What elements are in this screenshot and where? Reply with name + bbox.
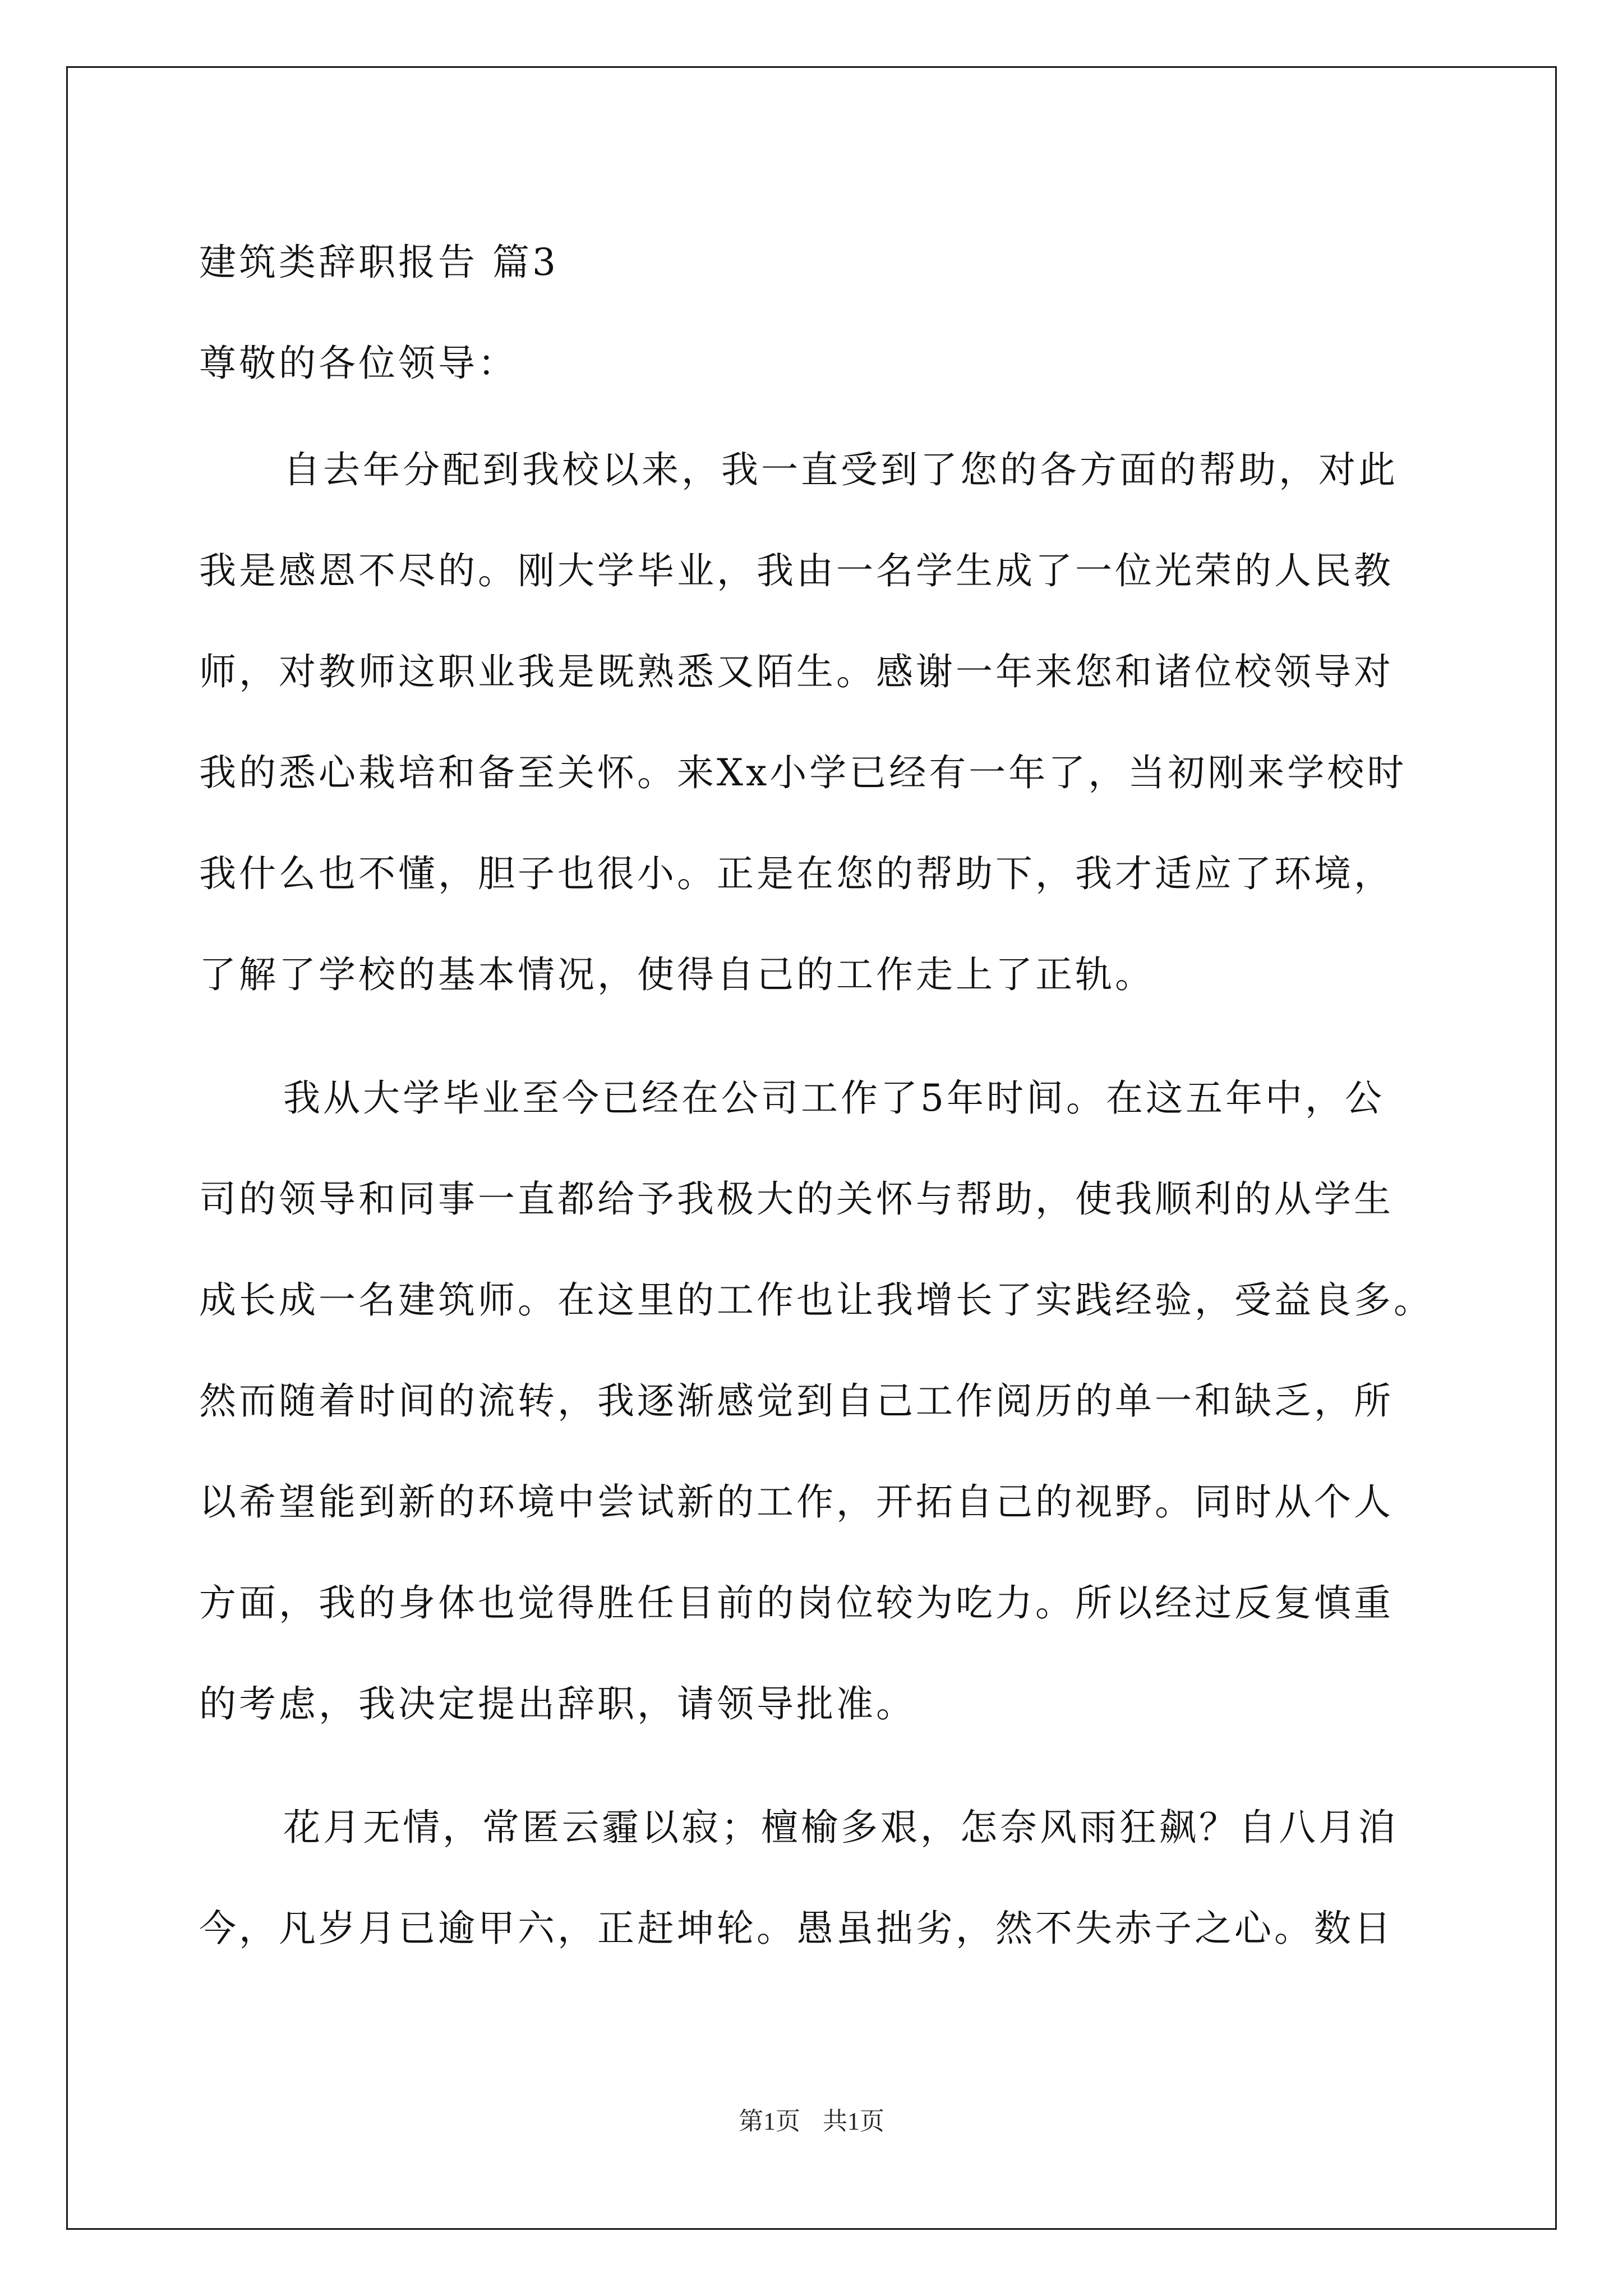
paragraph-line: 然而随着时间的流转，我逐渐感觉到自己工作阅历的单一和缺乏，所 xyxy=(199,1379,1394,1423)
paragraph-line: 花月无情，常匿云霾以寂；檀榆多艰，怎奈风雨狂飙？自八月洎 xyxy=(283,1806,1398,1849)
page-footer xyxy=(0,2101,1623,2137)
paragraph-line: 以希望能到新的环境中尝试新的工作，开拓自己的视野。同时从个人 xyxy=(199,1480,1394,1524)
paragraph-3 xyxy=(199,1777,1433,1979)
paragraph-line: 了解了学校的基本情况，使得自己的工作走上了正轨。 xyxy=(199,953,1155,996)
paragraph-line: 我的悉心栽培和备至关怀。来Xx小学已经有一年了，当初刚来学校时 xyxy=(199,751,1407,794)
paragraph-line: 我什么也不懂，胆子也很小。正是在您的帮助下，我才适应了环境， xyxy=(199,852,1394,895)
salutation: 尊敬的各位领导： xyxy=(199,342,518,385)
paragraph-line: 的考虑，我决定提出辞职，请领导批准。 xyxy=(199,1682,916,1726)
paragraph-line: 方面，我的身体也觉得胜任目前的岗位较为吃力。所以经过反复慎重 xyxy=(199,1581,1394,1625)
paragraph-line: 今，凡岁月已逾甲六，正赶坤轮。愚虽拙劣，然不失赤子之心。数日 xyxy=(199,1907,1394,1950)
document-title: 建筑类辞职报告 篇3 xyxy=(199,241,559,284)
paragraph-2 xyxy=(199,1048,1433,1755)
paragraph-1 xyxy=(199,420,1433,1025)
page-number-current: 第1页 xyxy=(739,2108,800,2135)
paragraph-line: 我是感恩不尽的。刚大学毕业，我由一名学生成了一位光荣的人民教 xyxy=(199,549,1394,592)
paragraph-line: 成长成一名建筑师。在这里的工作也让我增长了实践经验，受益良多。 xyxy=(199,1278,1433,1322)
paragraph-line: 自去年分配到我校以来，我一直受到了您的各方面的帮助，对此 xyxy=(283,448,1398,491)
paragraph-line: 师，对教师这职业我是既熟悉又陌生。感谢一年来您和诸位校领导对 xyxy=(199,650,1394,693)
paragraph-line: 我从大学毕业至今已经在公司工作了5年时间。在这五年中，公 xyxy=(283,1076,1385,1120)
document-body xyxy=(199,212,1433,1979)
paragraph-line: 司的领导和同事一直都给予我极大的关怀与帮助，使我顺利的从学生 xyxy=(199,1177,1394,1221)
page-number-total: 共1页 xyxy=(823,2108,884,2135)
